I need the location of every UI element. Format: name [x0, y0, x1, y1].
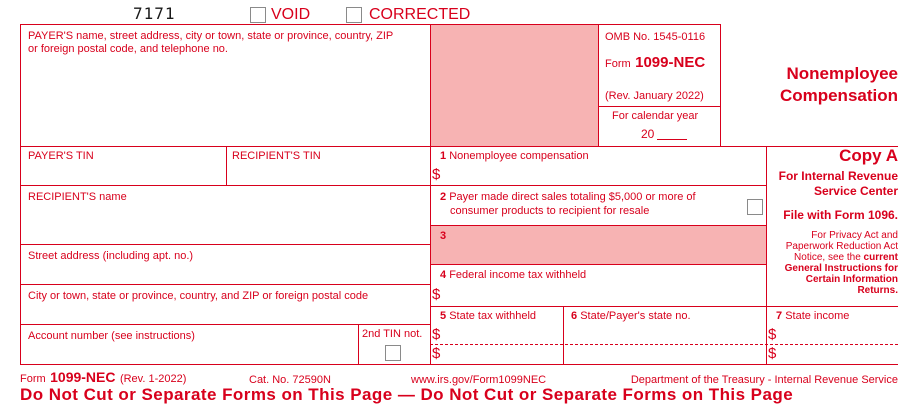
copy-irs-line1: For Internal Revenue: [778, 169, 898, 183]
box7-label: [776, 310, 849, 322]
privacy-line1: For Privacy Act and: [811, 230, 898, 241]
calendar-year-input[interactable]: [657, 139, 687, 140]
privacy-line5: Certain Information: [805, 274, 898, 285]
second-tin-checkbox[interactable]: [385, 345, 401, 361]
void-checkbox[interactable]: [250, 7, 266, 23]
recipient-name-label: RECIPIENT'S name: [28, 191, 127, 203]
box1-number: 1: [440, 150, 447, 162]
box1-dollar: $: [432, 166, 441, 183]
box7-number: 7: [776, 310, 783, 322]
omb-number: OMB No. 1545-0116: [605, 31, 706, 43]
void-label: VOID: [271, 6, 311, 23]
privacy-line3: [785, 252, 898, 263]
calendar-year-label: For calendar year: [612, 110, 699, 122]
privacy-line2: Paperwork Reduction Act: [785, 241, 898, 252]
privacy-notice: [785, 230, 898, 296]
box5-dollar-2: $: [432, 345, 441, 362]
second-tin-label: 2nd TIN not.: [362, 328, 423, 340]
footer-revision: (Rev. 1-2022): [119, 373, 187, 385]
copy-a-title: Copy A: [839, 146, 898, 165]
box1-text: Nonemployee compensation: [449, 150, 589, 162]
form-main-title-line1: Nonemployee: [786, 64, 898, 83]
box1-label: [440, 150, 589, 162]
box4-dollar: $: [432, 286, 441, 303]
box3-label: [440, 230, 446, 242]
box7-text: State income: [785, 310, 850, 322]
shaded-area-box3: [430, 226, 766, 264]
privacy-line6: Returns.: [857, 285, 898, 296]
box2-label-line2: consumer products to recipient for resale: [450, 205, 650, 217]
privacy-line3a: Notice, see the: [794, 252, 861, 263]
form-word: Form: [605, 58, 631, 70]
box6-number: 6: [571, 310, 578, 322]
account-number-label: Account number (see instructions): [28, 330, 195, 342]
box5-label: [440, 310, 536, 322]
box7-dollar-1: $: [768, 326, 777, 343]
form-code: 7171: [133, 4, 176, 23]
privacy-line3b: current: [863, 252, 898, 263]
file-with-form: File with Form 1096.: [783, 208, 898, 222]
corrected-checkbox[interactable]: [346, 7, 362, 23]
box5-dollar-1: $: [432, 326, 441, 343]
revision-date: (Rev. January 2022): [605, 90, 704, 102]
box3-number: 3: [440, 230, 447, 242]
box4-number: 4: [440, 269, 447, 281]
corrected-label: CORRECTED: [369, 6, 471, 23]
footer-department: Department of the Treasury - Internal Revenue Service: [630, 374, 898, 386]
box5-number: 5: [440, 310, 447, 322]
box6-label: [571, 310, 691, 322]
recipient-tin-label: RECIPIENT'S TIN: [232, 150, 321, 162]
footer-url: www.irs.gov/Form1099NEC: [411, 374, 547, 386]
form-main-title-line2: Compensation: [779, 86, 898, 105]
box2-text-line1: Payer made direct sales totaling $5,000 or more of: [449, 191, 696, 203]
box6-text: State/Payer's state no.: [580, 310, 691, 322]
privacy-line4: General Instructions for: [784, 263, 898, 274]
box4-label: [440, 269, 586, 281]
box2-label-line1: [440, 191, 696, 203]
box2-checkbox[interactable]: [747, 199, 763, 215]
payer-name-label-line2: or foreign postal code, and telephone no.: [28, 43, 228, 55]
shaded-area-top: [430, 25, 598, 147]
box4-text: Federal income tax withheld: [449, 269, 587, 281]
box2-number: 2: [440, 191, 447, 203]
footer-form-word: Form: [20, 373, 46, 385]
footer-cat-no: Cat. No. 72590N: [249, 374, 331, 386]
box5-text: State tax withheld: [449, 310, 537, 322]
street-address-label: Street address (including apt. no.): [28, 250, 194, 262]
city-label: City or town, state or province, country, and ZIP or foreign postal code: [28, 290, 369, 302]
calendar-year-prefix: 20: [641, 127, 655, 141]
payer-name-label-line1: PAYER'S name, street address, city or town, state or province, country, ZIP: [28, 30, 394, 42]
copy-irs-line2: Service Center: [813, 184, 898, 198]
form-number: 1099-NEC: [635, 54, 706, 71]
footer-form-number: 1099-NEC: [50, 369, 116, 385]
payer-tin-label: PAYER'S TIN: [28, 150, 94, 162]
box7-dollar-2: $: [768, 345, 777, 362]
do-not-cut-warning: Do Not Cut or Separate Forms on This Page — Do Not Cut or Separate Forms on This Page: [20, 385, 794, 404]
form-title: [605, 54, 705, 72]
